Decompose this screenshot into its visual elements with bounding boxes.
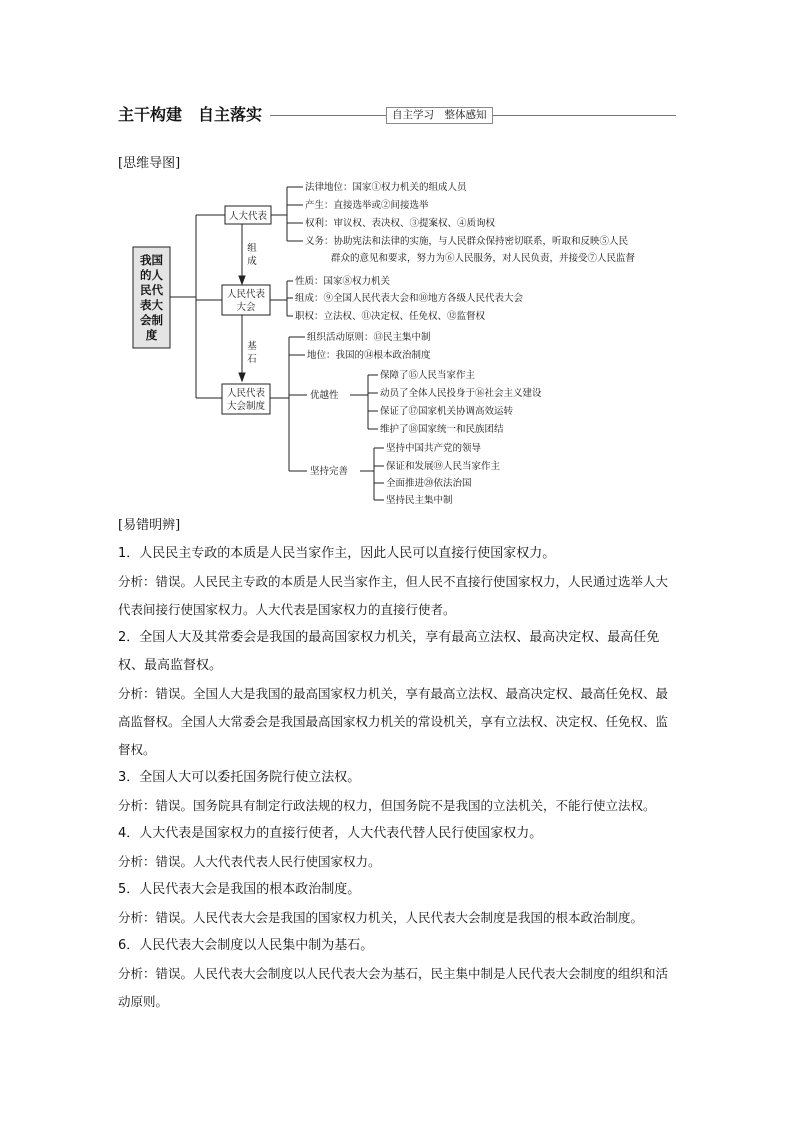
advantage-item: 保障了⑮人民当家作主 [380,370,476,381]
root-char: 我国 [140,253,163,267]
deputy-item: 群众的意见和要求，努力为⑥人民服务，对人民负责，并接受⑦人民监督 [331,253,636,264]
error-list [118,540,680,1016]
error-question: 2．全国人大及其常委会是我国的最高国家权力机关，享有最高立法权、最高决定权、最高任免权、最高监督权。 [118,630,660,673]
deputy-item: 权利：审议权、表决权、③提案权、④质询权 [305,218,496,229]
advantages-label: 优越性 [310,390,339,401]
node-congress-line2: 大会 [236,302,256,313]
deputy-item: 产生：直接选举或②间接选举 [305,200,429,211]
root-char: 民代 [140,283,163,297]
section-tag: 自主学习 整体感知 [386,107,493,124]
node-system-line1: 人民代表 [226,388,266,399]
adhere-item: 坚持民主集中制 [386,495,453,506]
root-char: 会制 [140,313,163,327]
advantage-item: 保证了⑰国家机关协调高效运转 [380,406,514,417]
error-analysis: 分析：错误。人大代表代表人民行使国家权力。 [118,854,381,869]
deputy-item: 法律地位：国家①权力机关的组成人员 [305,182,467,193]
error-question: 6．人民代表大会制度以人民集中制为基石。 [118,938,374,953]
error-question: 5．人民代表大会是我国的根本政治制度。 [118,882,361,897]
adhere-item: 全面推进⑳依法治国 [386,478,472,489]
node-congress-line1: 人民代表 [226,289,266,300]
error-question: 3．全国人大可以委托国务院行使立法权。 [118,770,361,785]
advantage-item: 维护了⑱国家统一和民族团结 [380,424,504,435]
error-analysis: 分析：错误。人民代表大会制度以人民代表大会为基石，民主集中制是人民代表大会制度的组织和活动原则。 [118,966,669,1009]
relation-char: 成 [247,256,257,267]
mindmap-label: [思维导图] [118,156,181,171]
deputy-item: 义务：协助宪法和法律的实施，与人民群众保持密切联系，听取和反映⑤人民 [305,236,629,247]
advantage-item: 动员了全体人民投身于⑯社会主义建设 [380,388,542,399]
root-char: 的人 [140,268,163,282]
node-system-line2: 大会制度 [226,401,266,412]
relation-char: 组 [247,243,257,254]
root-char: 表大 [140,298,163,312]
error-analysis: 分析：错误。全国人大是我国的最高国家权力机关，享有最高立法权、最高决定权、最高任免权、最高监督权。全国人大常委会是我国最高国家权力机关的常设机关，享有立法权、决定权、任免权、监督权。 [118,686,669,757]
adhere-item: 保证和发展⑲人民当家作主 [386,461,501,472]
system-item: 组织活动原则：⑬民主集中制 [307,332,431,343]
congress-item: 组成：⑨全国人民代表大会和⑩地方各级人民代表大会 [295,293,524,304]
mind-map [0,0,794,520]
errors-label: [易错明辨] [118,518,181,533]
adhere-label: 坚持完善 [310,466,349,477]
error-analysis: 分析：错误。国务院具有制定行政法规的权力，但国务院不是我国的立法机关，不能行使立法权。 [118,798,656,813]
error-analysis: 分析：错误。人民民主专政的本质是人民当家作主，但人民不直接行使国家权力，人民通过选举人大代表间接行使国家权力。人大代表是国家权力的直接行使者。 [118,574,669,617]
system-item: 地位：我国的⑭根本政治制度 [307,350,431,361]
congress-item: 性质：国家⑧权力机关 [295,276,391,287]
section-title: 主干构建 自主落实 [118,104,270,126]
root-char: 度 [145,328,158,342]
error-question: 1．人民民主专政的本质是人民当家作主，因此人民可以直接行使国家权力。 [118,546,556,561]
adhere-item: 坚持中国共产党的领导 [386,443,482,454]
error-analysis: 分析：错误。人民代表大会是我国的国家权力机关，人民代表大会制度是我国的根本政治制度。 [118,910,644,925]
relation-char: 基 [247,341,257,352]
node-deputy: 人大代表 [228,211,268,222]
error-question: 4．人大代表是国家权力的直接行使者，人大代表代替人民行使国家权力。 [118,826,543,841]
congress-item: 职权：立法权、⑪决定权、任免权、⑫监督权 [295,311,486,322]
relation-char: 石 [247,354,257,365]
